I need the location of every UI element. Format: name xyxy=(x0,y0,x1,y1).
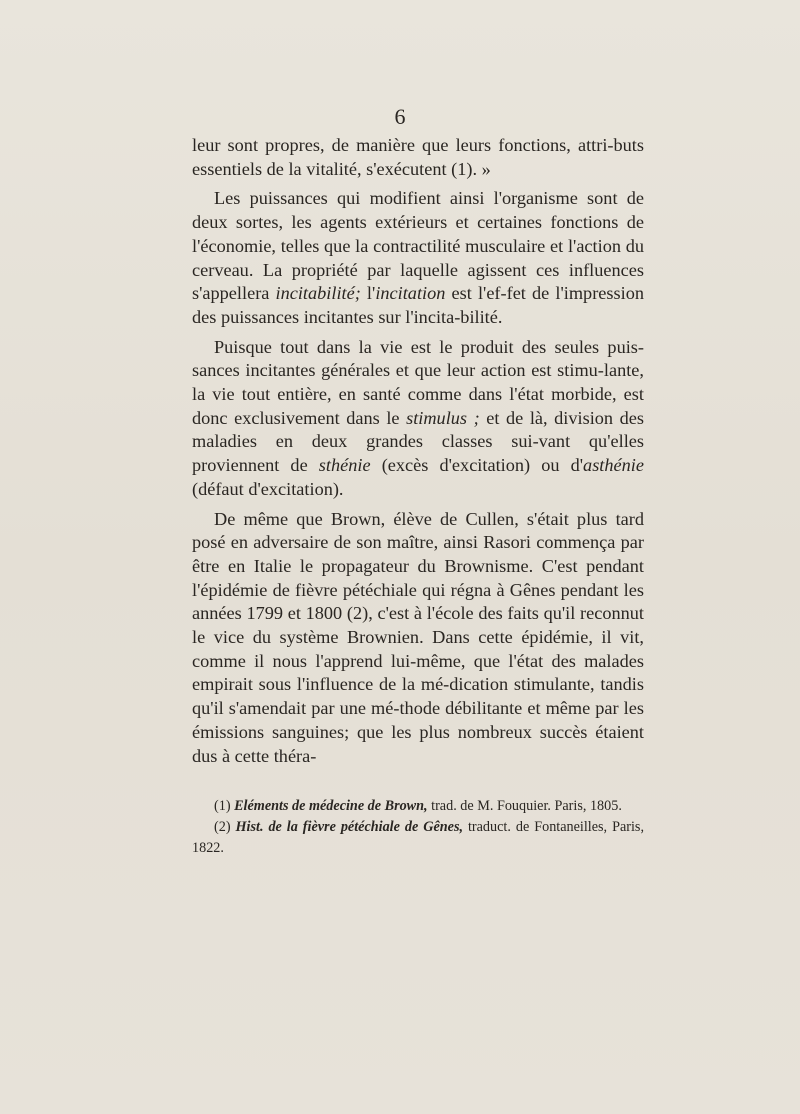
paragraph-2 xyxy=(192,187,644,329)
body-text xyxy=(192,134,644,768)
page-number: 6 xyxy=(394,104,406,129)
italic-term: sthénie xyxy=(318,455,371,476)
footnote-2 xyxy=(192,817,644,859)
text-run: Les puissances qui modifient ainsi l'organisme sont de deux sortes, les agents extérieurs et certaines fonctions de l'économie, telles que la contractilité musculaire et l'action du cerveau. La propriété par laquelle agissent ces influences s'appellera xyxy=(192,188,644,304)
text-run: traduct. de Fontaneilles, Paris, 1822. xyxy=(192,819,644,856)
paragraph-3 xyxy=(192,336,644,502)
text-run: Puisque tout dans la vie est le produit des seules puis-sances incitantes générales et que leur action est stimu-lante, la vie tout entière, en santé comme dans l'état morbide, est donc exclusivement dans le xyxy=(192,336,644,428)
footnotes xyxy=(192,796,644,859)
text-run: et de là, division des maladies en deux grandes classes sui-vant qu'elles proviennent de xyxy=(192,407,644,476)
text-run: leur sont propres, de manière que leurs fonctions, attri-buts essentiels de la vitalité, s'exécutent (1). » xyxy=(192,135,644,179)
text-run: De même que Brown, élève de Cullen, s'était plus tard posé en adversaire de son maître, ainsi Rasori commença par être en Italie le propagateur du Brownisme. C'est pendant l'épidémie de fièvre pétéchiale qui régna à Gênes pendant les années 1799 et 1800 (2), c'est à l'école des faits qu'il reconnut le vice du système Brownien. Dans cette épidémie, il vit, comme il nous l'apprend lui-même, que l'état des malades empirait sous l'influence de la mé-dication stimulante, tandis qu'il s'amendait par une mé-thode débilitante et même par les émissions sanguines; que les plus nombreux succès étaient dus à cette théra- xyxy=(192,508,644,766)
italic-term: Hist. de la fièvre pétéchiale de Gênes, xyxy=(235,819,464,835)
italic-term: incitabilité; xyxy=(275,283,361,304)
text-run: l' xyxy=(360,283,376,304)
text-run: (excès d'excitation) ou d' xyxy=(370,455,584,476)
paragraph-1 xyxy=(192,134,644,181)
text-run: (défaut d'excitation). xyxy=(192,478,344,499)
italic-term: incitation xyxy=(375,283,446,304)
text-run: trad. de M. Fouquier. Paris, 1805. xyxy=(427,798,622,814)
italic-term: Eléments de médecine de Brown, xyxy=(234,798,428,814)
text-run: (1) xyxy=(214,798,235,814)
text-run: (2) xyxy=(214,819,236,835)
footnote-1 xyxy=(192,796,644,817)
text-run: est l'ef-fet de l'impression des puissances incitantes sur l'incita-bilité. xyxy=(192,283,644,327)
italic-term: asthénie xyxy=(583,455,644,476)
paragraph-4 xyxy=(192,508,644,769)
italic-term: stimulus ; xyxy=(406,407,480,428)
